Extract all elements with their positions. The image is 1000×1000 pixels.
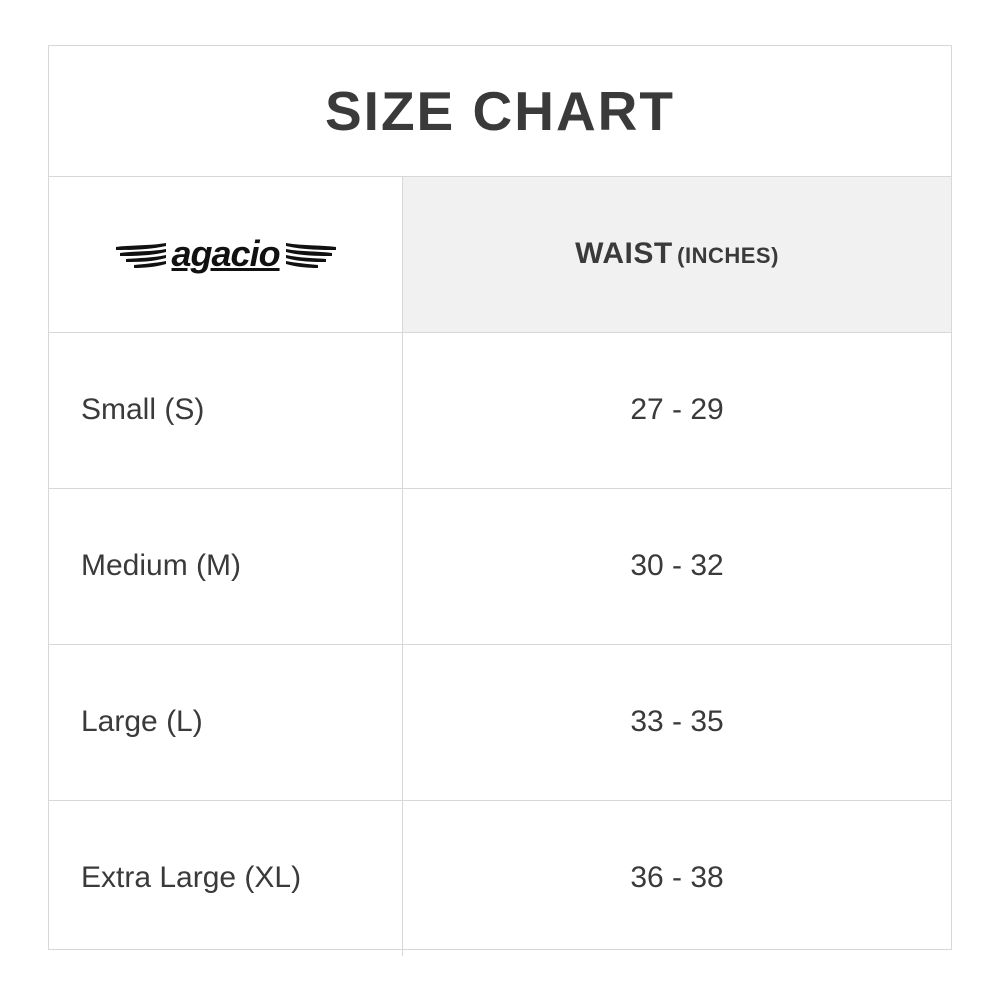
table-row xyxy=(49,332,951,488)
waist-unit-label: (INCHES) xyxy=(677,243,779,269)
waist-column-header xyxy=(403,177,951,332)
wing-left-icon xyxy=(114,239,168,269)
size-label: Medium (M) xyxy=(49,488,403,644)
brand-logo-cell xyxy=(49,177,403,332)
size-label: Large (L) xyxy=(49,644,403,800)
size-label: Extra Large (XL) xyxy=(49,800,403,956)
table-row xyxy=(49,800,951,956)
waist-label: WAIST xyxy=(575,237,673,271)
brand-name: agacio xyxy=(171,233,280,275)
size-label: Small (S) xyxy=(49,332,403,488)
page-title: SIZE CHART xyxy=(325,80,675,142)
brand-logo xyxy=(114,233,338,275)
waist-value: 30 - 32 xyxy=(403,488,951,644)
table-row xyxy=(49,644,951,800)
size-chart-container xyxy=(48,45,952,950)
table-header-row xyxy=(49,177,951,332)
waist-value: 27 - 29 xyxy=(403,332,951,488)
chart-title-row xyxy=(49,46,951,177)
table-body xyxy=(49,332,951,956)
waist-value: 36 - 38 xyxy=(630,861,724,895)
size-chart-table xyxy=(49,177,951,956)
table-row xyxy=(49,488,951,644)
wing-right-icon xyxy=(284,239,338,269)
waist-value: 33 - 35 xyxy=(403,644,951,800)
